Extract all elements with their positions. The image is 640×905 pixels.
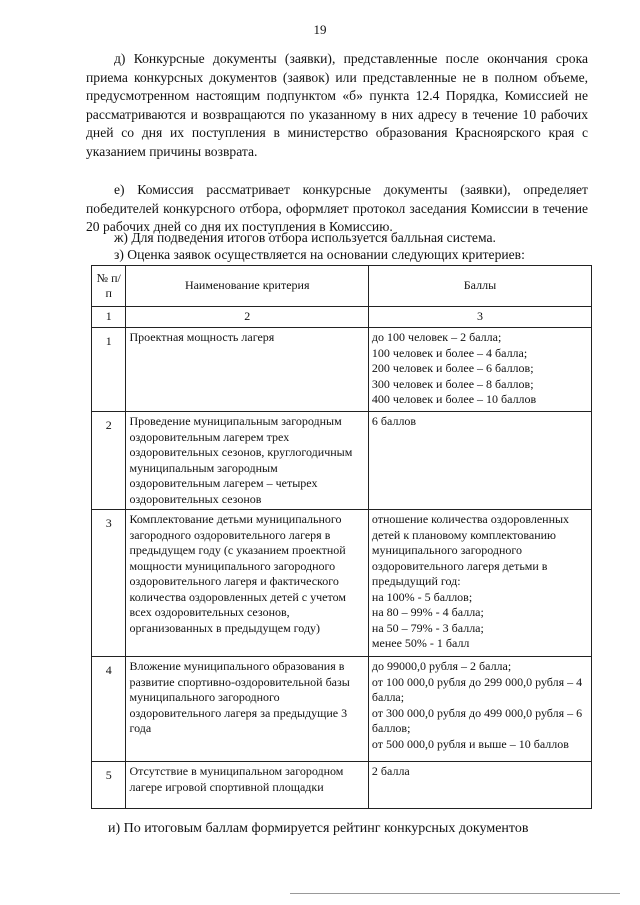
criterion-name: Отсутствие в муниципальном загородном лагере игровой спортивной площадки — [126, 762, 368, 809]
score-line: менее 50% - 1 балл — [371, 636, 470, 650]
criterion-name: Вложение муниципального образования в развитие спортивно-оздоровительной базы муниципального загородного оздоровительного лагеря за предыдущие 3 года — [126, 657, 368, 762]
score-line: 100 человек и более – 4 балла; — [371, 345, 528, 360]
score-line: до 100 человек – 2 балла; — [371, 330, 502, 344]
table-row — [92, 510, 592, 657]
score-line: от 300 000,0 рубля до 499 000,0 рубля – 6 баллов; — [371, 705, 583, 735]
criterion-score — [368, 328, 591, 412]
page-number: 19 — [313, 22, 327, 37]
score-line: 200 человек и более – 6 баллов; — [371, 361, 534, 375]
table-row — [92, 657, 592, 762]
score-line: от 500 000,0 рубля и выше – 10 баллов — [371, 736, 569, 751]
score-line: от 100 000,0 рубля до 299 000,0 рубля – 4 балла; — [371, 674, 583, 704]
row-number: 3 — [92, 510, 126, 657]
footer-divider — [290, 893, 620, 894]
criterion-name: Проектная мощность лагеря — [126, 328, 368, 412]
score-line: до 99000,0 рубля – 2 балла; — [371, 659, 512, 673]
criteria-table — [91, 265, 592, 809]
score-line: отношение количества оздоровленных детей к плановому комплектованию муниципального загородного оздоровительного лагеря детьми в предыдущий год: — [371, 512, 570, 588]
table-row — [92, 762, 592, 809]
column-number-row — [92, 307, 592, 328]
criterion-score — [368, 510, 591, 657]
paragraph-i: и) По итоговым баллам формируется рейтинг конкурсных документов — [108, 821, 529, 836]
row-number: 1 — [92, 328, 126, 412]
table-row — [92, 328, 592, 412]
score-line: на 80 – 99% - 4 балла; — [371, 605, 484, 619]
score-line: 300 человек и более – 8 баллов; — [371, 376, 534, 391]
table-header-row — [92, 266, 592, 307]
score-line: 400 человек и более – 10 баллов — [371, 392, 537, 406]
criterion-score — [368, 657, 591, 762]
row-number: 4 — [92, 657, 126, 762]
header-num: № п/п — [92, 266, 126, 307]
table-row — [92, 412, 592, 510]
paragraph-d: д) Конкурсные документы (заявки), представленные после окончания срока приема конкурсных документов (заявок) или представленные не в полном объеме, предусмотренном настоящим подпунктом «б» пункта 12.4 Порядка, Комиссией не рассматриваются и возвращаются по указанному в них адресу в течение 10 рабочих дней со дня их поступления в министерство образования Красноярского края с указанием причины возврата. — [86, 51, 588, 159]
column-number: 2 — [126, 307, 368, 328]
score-line: 6 баллов — [371, 414, 417, 428]
row-number: 2 — [92, 412, 126, 510]
paragraph-zh: ж) Для подведения итогов отбора используется балльная система. — [114, 230, 496, 245]
score-line: на 100% - 5 баллов; — [371, 589, 473, 604]
paragraph-z: з) Оценка заявок осуществляется на основании следующих критериев: — [114, 247, 525, 262]
paragraph-e: е) Комиссия рассматривает конкурсные документы (заявки), определяет победителей конкурсного отбора, оформляет протокол заседания Комиссии в течение 20 рабочих дней со дня их поступления в Комиссию. — [86, 182, 588, 234]
criterion-score — [368, 762, 591, 809]
score-line: на 50 – 79% - 3 балла; — [371, 620, 484, 635]
criterion-name: Комплектование детьми муниципального загородного оздоровительного лагеря в предыдущем году (с указанием проектной мощности муниципального загородного оздоровительного лагеря и фактического количества оздоровленных детей с учетом всех оздоровительных сезонов, организованных в предыдущем году) — [126, 510, 368, 657]
score-line: 2 балла — [371, 764, 410, 778]
row-number: 5 — [92, 762, 126, 809]
column-number: 3 — [368, 307, 591, 328]
criterion-name: Проведение муниципальным загородным оздоровительным лагерем трех оздоровительных сезонов, круглогодичным муниципальным загородным оздоровительным лагерем – четырех оздоровительных сезонов — [126, 412, 368, 510]
column-number: 1 — [92, 307, 126, 328]
header-score: Баллы — [368, 266, 591, 307]
header-name: Наименование критерия — [126, 266, 368, 307]
criterion-score — [368, 412, 591, 510]
